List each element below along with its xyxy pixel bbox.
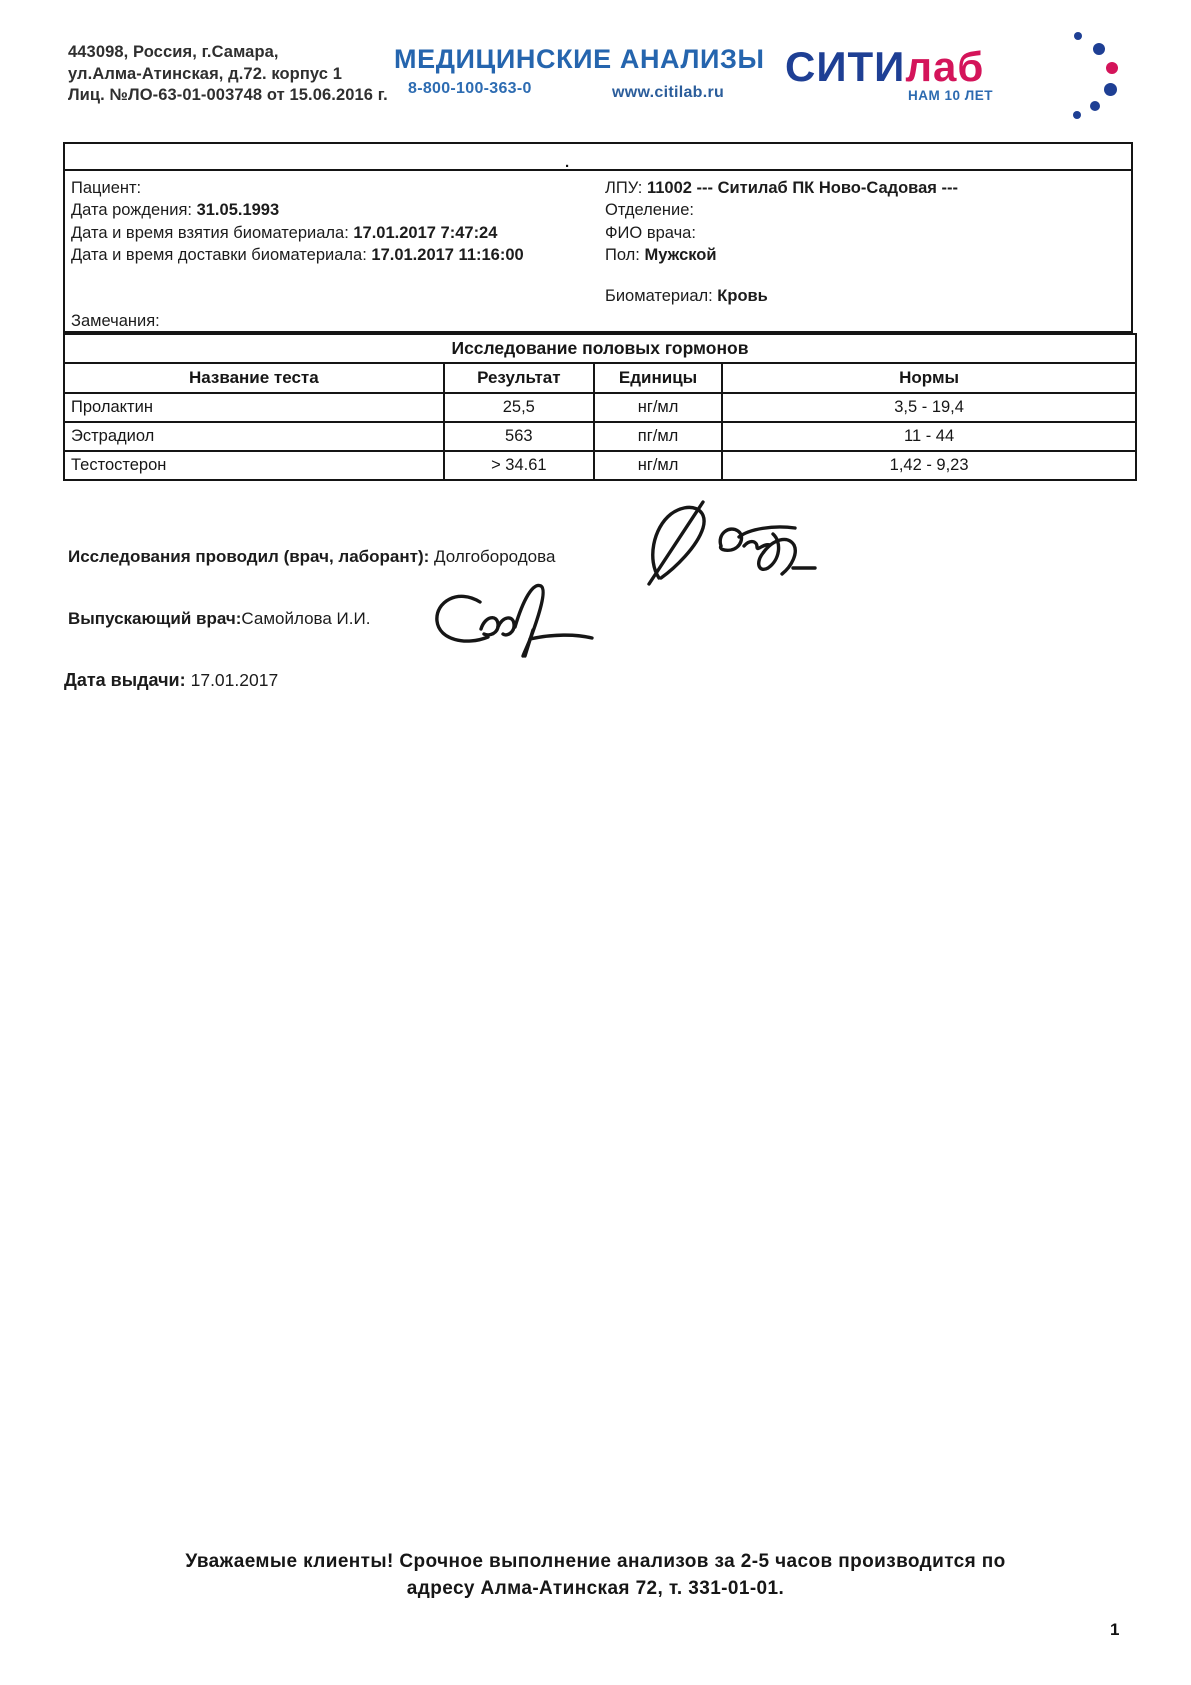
issue-date-line: Дата выдачи: 17.01.2017 xyxy=(64,670,279,690)
patient-details xyxy=(71,177,524,266)
result-cell: 563 xyxy=(444,422,594,451)
logo-dot-icon xyxy=(1104,83,1117,96)
birthdate-field: Дата рождения: 31.05.1993 xyxy=(71,201,280,220)
test-name-cell: Эстрадиол xyxy=(64,422,444,451)
logo-tagline: НАМ 10 ЛЕТ xyxy=(908,88,993,103)
column-header-norms: Нормы xyxy=(722,363,1136,393)
logo-dot-icon xyxy=(1090,101,1100,111)
lab-address xyxy=(68,42,388,107)
column-header-result: Результат xyxy=(444,363,594,393)
column-header-test-name: Название теста xyxy=(64,363,444,393)
lpu-field: ЛПУ: 11002 --- Ситилаб ПК Ново-Садовая --- xyxy=(605,179,958,197)
citilab-logo xyxy=(785,44,984,90)
sampling-datetime-field: Дата и время взятия биоматериала: 17.01.2017 7:47:24 xyxy=(71,223,498,242)
results-table-title: Исследование половых гормонов xyxy=(64,334,1136,363)
test-name-cell: Пролактин xyxy=(64,393,444,422)
logo-text-lab: лаб xyxy=(905,43,985,90)
units-cell: пг/мл xyxy=(594,422,722,451)
logo-dot-icon xyxy=(1106,62,1118,74)
sex-field: Пол: Мужской xyxy=(605,245,717,264)
department-field: Отделение: xyxy=(605,201,694,220)
website-link: www.citilab.ru xyxy=(612,84,725,101)
patient-box-header-strip xyxy=(65,144,1131,171)
remarks-label: Замечания: xyxy=(71,312,160,330)
norms-cell: 11 - 44 xyxy=(722,422,1136,451)
patient-info-box xyxy=(63,142,1133,333)
result-cell: > 34.61 xyxy=(444,451,594,480)
table-row-prolactin xyxy=(64,393,1136,422)
doctor-name-field: ФИО врача: xyxy=(605,223,696,242)
address-line: Лиц. №ЛО-63-01-003748 от 15.06.2016 г. xyxy=(68,86,388,104)
clinic-details xyxy=(605,177,958,266)
address-line: ул.Алма-Атинская, д.72. корпус 1 xyxy=(68,64,343,83)
table-row-estradiol xyxy=(64,422,1136,451)
table-row-testosterone xyxy=(64,451,1136,480)
norms-cell: 3,5 - 19,4 xyxy=(722,393,1136,422)
footer-notice: Уважаемые клиенты! Срочное выполнение анализов за 2-5 часов производится по адресу Алма-Атинская 72, т. 331-01-01. xyxy=(185,1551,1006,1599)
test-name-cell: Тестостерон xyxy=(64,451,444,480)
page-title: МЕДИЦИНСКИЕ АНАЛИЗЫ xyxy=(394,44,765,74)
address-line: 443098, Россия, г.Самара, xyxy=(68,43,279,61)
phone-number: 8-800-100-363-0 xyxy=(408,80,532,97)
column-header-units: Единицы xyxy=(594,363,722,393)
units-cell: нг/мл xyxy=(594,451,722,480)
stray-dot: . xyxy=(565,154,570,171)
page-number: 1 xyxy=(1110,1620,1120,1639)
results-table xyxy=(63,333,1137,481)
norms-cell: 1,42 - 9,23 xyxy=(722,451,1136,480)
logo-dot-icon xyxy=(1073,111,1081,119)
biomaterial-field: Биоматериал: Кровь xyxy=(605,287,768,305)
performed-by-signature xyxy=(645,492,820,592)
release-doctor-line: Выпускающий врач:Самойлова И.И. xyxy=(68,609,371,628)
delivery-datetime-field: Дата и время доставки биоматериала: 17.01.2017 11:16:00 xyxy=(71,245,524,264)
result-cell: 25,5 xyxy=(444,393,594,422)
units-cell: нг/мл xyxy=(594,393,722,422)
logo-dot-icon xyxy=(1093,43,1105,55)
patient-field: Пациент: xyxy=(71,179,142,197)
release-doctor-signature xyxy=(426,580,598,660)
performed-by-line: Исследования проводил (врач, лаборант): Долгобородова xyxy=(68,547,556,566)
logo-dot-icon xyxy=(1074,32,1082,40)
logo-text-citi: СИТИ xyxy=(785,43,906,90)
